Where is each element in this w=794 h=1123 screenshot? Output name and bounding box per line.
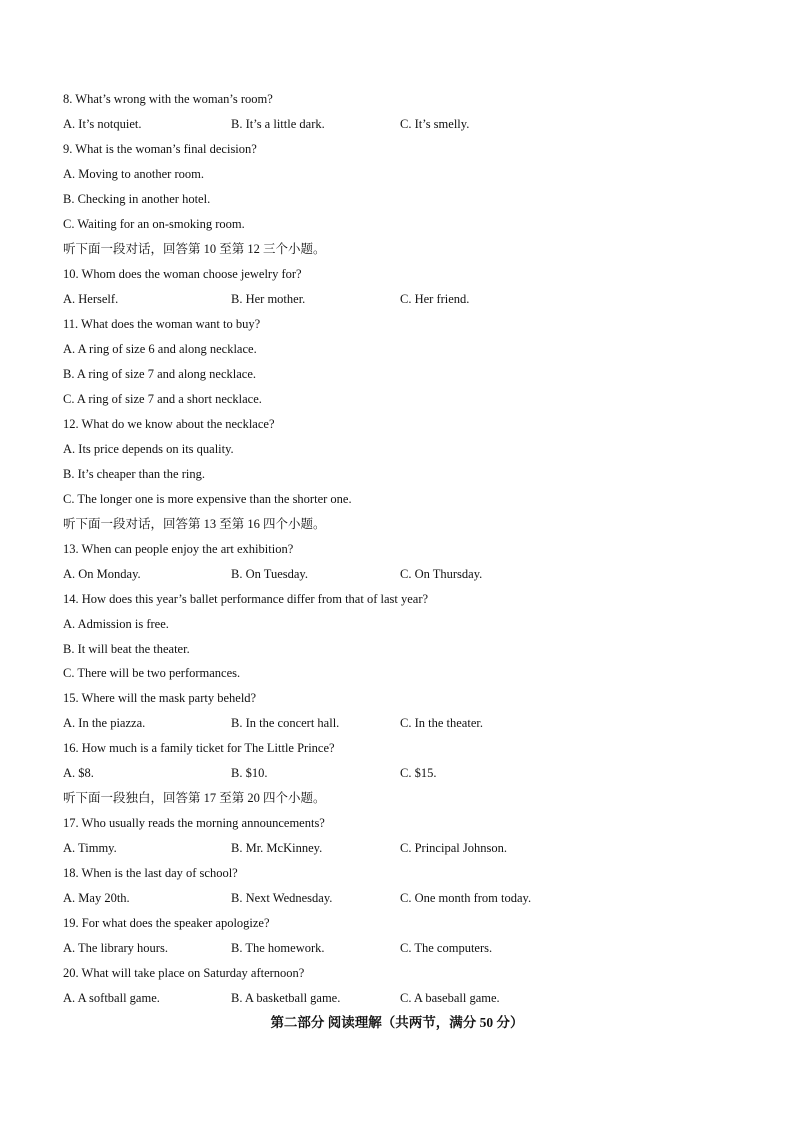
question-17-option-b: B. Mr. McKinney. <box>231 841 323 855</box>
question-12-option-b: B. It’s cheaper than the ring. <box>63 467 205 481</box>
question-17-stem: 17. Who usually reads the morning announcements? <box>63 816 325 830</box>
question-19-option-b: B. The homework. <box>231 941 325 955</box>
question-13-stem: 13. When can people enjoy the art exhibition? <box>63 542 294 556</box>
question-9-stem: 9. What is the woman’s final decision? <box>63 142 257 156</box>
question-16-options <box>63 765 663 781</box>
question-11-option-c: C. A ring of size 7 and a short necklace. <box>63 392 262 406</box>
question-16-option-a: A. $8. <box>63 766 94 780</box>
question-10-option-c: C. Her friend. <box>400 292 470 306</box>
question-13-option-a: A. On Monday. <box>63 567 141 581</box>
question-20-option-c: C. A baseball game. <box>400 991 500 1005</box>
question-18-stem: 18. When is the last day of school? <box>63 866 238 880</box>
question-8-stem: 8. What’s wrong with the woman’s room? <box>63 92 273 106</box>
section-title-reading: 第二部分 阅读理解（共两节，满分 50 分） <box>270 1015 524 1030</box>
question-15-option-a: A. In the piazza. <box>63 716 146 730</box>
question-11-option-a: A. A ring of size 6 and along necklace. <box>63 342 257 356</box>
question-15-option-c: C. In the theater. <box>400 716 483 730</box>
question-19-option-c: C. The computers. <box>400 941 493 955</box>
question-20-stem: 20. What will take place on Saturday afternoon? <box>63 966 305 980</box>
question-10-stem: 10. Whom does the woman choose jewelry for? <box>63 267 302 281</box>
question-13-options <box>63 566 663 582</box>
question-17-options <box>63 840 663 856</box>
question-15-stem: 15. Where will the mask party beheld? <box>63 691 257 705</box>
question-20-options <box>63 990 663 1006</box>
question-13-option-c: C. On Thursday. <box>400 567 483 581</box>
section-intro-13-16: 听下面一段对话，回答第 13 至第 16 四个小题。 <box>63 517 326 531</box>
question-16-option-c: C. $15. <box>400 766 437 780</box>
question-18-option-b: B. Next Wednesday. <box>231 891 333 905</box>
question-8-option-b: B. It’s a little dark. <box>231 117 325 131</box>
question-18-option-c: C. One month from today. <box>400 891 532 905</box>
question-15-options <box>63 715 663 731</box>
question-17-option-a: A. Timmy. <box>63 841 117 855</box>
question-14-stem: 14. How does this year’s ballet performance differ from that of last year? <box>63 592 429 606</box>
question-9-option-c: C. Waiting for an on-smoking room. <box>63 217 245 231</box>
question-12-stem: 12. What do we know about the necklace? <box>63 417 275 431</box>
question-14-option-c: C. There will be two performances. <box>63 666 241 680</box>
question-12-option-c: C. The longer one is more expensive than the shorter one. <box>63 492 352 506</box>
question-9-option-b: B. Checking in another hotel. <box>63 192 211 206</box>
question-18-options <box>63 890 663 906</box>
question-8-options <box>63 116 663 132</box>
section-intro-17-20: 听下面一段独白，回答第 17 至第 20 四个小题。 <box>63 791 326 805</box>
question-9-option-a: A. Moving to another room. <box>63 167 204 181</box>
question-15-option-b: B. In the concert hall. <box>231 716 340 730</box>
question-20-option-a: A. A softball game. <box>63 991 160 1005</box>
question-20-option-b: B. A basketball game. <box>231 991 341 1005</box>
question-10-options <box>63 291 663 307</box>
question-10-option-b: B. Her mother. <box>231 292 306 306</box>
question-14-option-b: B. It will beat the theater. <box>63 642 190 656</box>
question-10-option-a: A. Herself. <box>63 292 119 306</box>
question-16-option-b: B. $10. <box>231 766 268 780</box>
question-8-option-a: A. It’s notquiet. <box>63 117 142 131</box>
question-8-option-c: C. It’s smelly. <box>400 117 470 131</box>
question-18-option-a: A. May 20th. <box>63 891 130 905</box>
question-17-option-c: C. Principal Johnson. <box>400 841 507 855</box>
question-19-options <box>63 940 663 956</box>
question-14-option-a: A. Admission is free. <box>63 617 169 631</box>
question-12-option-a: A. Its price depends on its quality. <box>63 442 234 456</box>
question-11-stem: 11. What does the woman want to buy? <box>63 317 261 331</box>
question-13-option-b: B. On Tuesday. <box>231 567 308 581</box>
section-intro-10-12: 听下面一段对话，回答第 10 至第 12 三个小题。 <box>63 242 326 256</box>
question-19-option-a: A. The library hours. <box>63 941 168 955</box>
question-16-stem: 16. How much is a family ticket for The Little Prince? <box>63 741 335 755</box>
question-11-option-b: B. A ring of size 7 and along necklace. <box>63 367 256 381</box>
question-19-stem: 19. For what does the speaker apologize? <box>63 916 270 930</box>
